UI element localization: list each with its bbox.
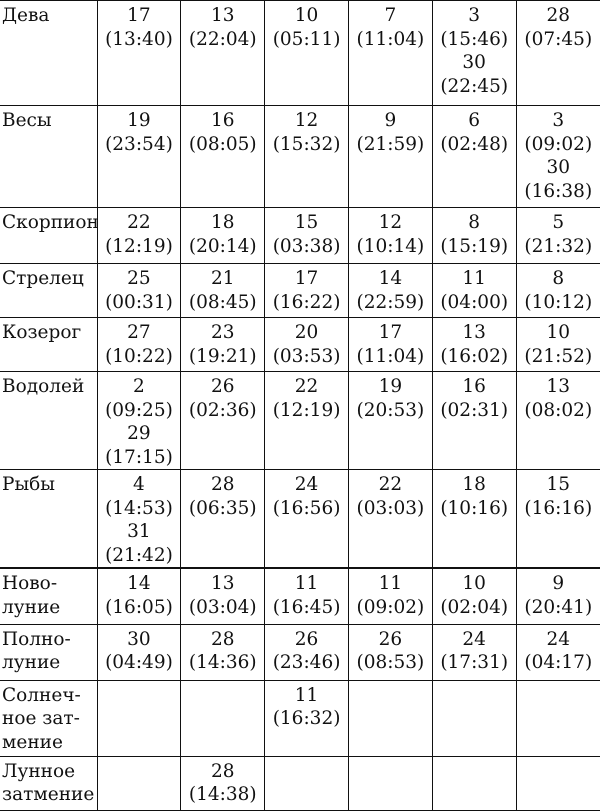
table-row (0, 680, 600, 756)
row-label-line: Рыбы (2, 474, 56, 495)
time-value: (14:38) (188, 784, 257, 805)
time-value: (07:45) (524, 28, 593, 50)
time-value: (06:35) (188, 497, 257, 519)
time-value: (22:59) (356, 291, 425, 313)
table-cell (97, 624, 181, 680)
day-number: 28 (210, 474, 235, 495)
row-label (0, 624, 97, 680)
day-number: 24 (294, 474, 319, 495)
table-cell (181, 470, 265, 569)
table-cell (265, 568, 349, 624)
time-value: (16:32) (272, 708, 341, 729)
table-cell (181, 680, 265, 756)
day-number: 23 (210, 322, 235, 343)
day-number: 24 (462, 628, 486, 650)
time-value: (02:04) (440, 596, 509, 618)
time-value: (02:48) (440, 133, 509, 155)
table-cell (432, 208, 516, 264)
time-value: (16:22) (272, 291, 341, 313)
table-cell (432, 1, 516, 106)
table-cell (265, 1, 349, 106)
table-cell (181, 208, 265, 264)
table-cell (516, 680, 600, 756)
row-label (0, 1, 97, 106)
row-label-line: Лунное (2, 760, 76, 782)
day-number: 8 (552, 268, 565, 289)
table-cell (432, 264, 516, 318)
row-label (0, 756, 97, 810)
time-value: (13:40) (105, 28, 173, 50)
row-label (0, 264, 97, 318)
table-cell (97, 264, 181, 318)
table-cell (516, 372, 600, 470)
time-value: (12:19) (272, 399, 341, 421)
day-number: 28 (546, 5, 571, 26)
table-cell (265, 470, 349, 569)
day-number: 28 (210, 628, 235, 650)
table-cell (265, 106, 349, 208)
time-value: (16:38) (524, 180, 593, 202)
time-value: (23:54) (105, 133, 173, 155)
table-cell (181, 372, 265, 470)
table-cell (348, 680, 432, 756)
row-label-line: Скорпион (2, 212, 99, 233)
time-value: (14:36) (188, 652, 257, 673)
table-cell (348, 318, 432, 372)
row-label (0, 318, 97, 372)
table-cell (97, 680, 181, 756)
table-cell (432, 680, 516, 756)
time-value: (16:16) (524, 497, 593, 519)
day-number: 4 (133, 474, 145, 495)
time-value: (08:02) (524, 399, 593, 421)
day-number: 12 (378, 212, 403, 233)
table-cell (181, 106, 265, 208)
table-cell (432, 756, 516, 810)
time-value: (04:17) (524, 652, 593, 673)
day-number: 3 (552, 110, 565, 131)
row-label (0, 208, 97, 264)
table-cell (348, 264, 432, 318)
time-value: (02:31) (440, 399, 509, 421)
table-row (0, 568, 600, 624)
day-number: 9 (552, 573, 565, 594)
row-label-line: луние (2, 596, 61, 618)
time-value: (15:46) (440, 28, 509, 50)
day-number: 10 (462, 573, 486, 594)
time-value: (10:22) (105, 345, 173, 367)
table-cell (348, 624, 432, 680)
time-value: (00:31) (105, 291, 173, 313)
day-number: 20 (294, 322, 319, 343)
table-cell (516, 470, 600, 569)
day-number: 11 (294, 684, 319, 706)
time-value: (16:05) (105, 596, 173, 618)
table-cell (181, 318, 265, 372)
day-number: 15 (294, 212, 319, 233)
time-value: (10:14) (356, 235, 425, 257)
table-cell (348, 470, 432, 569)
day-number: 13 (210, 573, 235, 594)
table-row (0, 756, 600, 810)
day-number: 19 (378, 376, 403, 397)
table-cell (432, 568, 516, 624)
day-number: 2 (133, 376, 145, 397)
day-number: 27 (127, 322, 151, 343)
day-number: 28 (210, 760, 235, 782)
row-label-line: Полно- (2, 628, 71, 650)
row-label-line: затмение (2, 784, 95, 805)
day-number: 11 (378, 573, 403, 594)
day-number: 6 (468, 110, 481, 131)
table-cell (97, 318, 181, 372)
time-value: (15:19) (440, 235, 509, 257)
table-cell (516, 208, 600, 264)
time-value: (19:21) (188, 345, 257, 367)
day-number: 5 (552, 212, 565, 233)
time-value: (16:02) (440, 345, 509, 367)
table-cell (265, 680, 349, 756)
time-value: (21:32) (524, 235, 593, 257)
row-label-line: мение (2, 731, 63, 753)
row-label (0, 470, 97, 569)
table-cell (348, 208, 432, 264)
time-value: (04:00) (440, 291, 509, 313)
table-cell (432, 372, 516, 470)
table-cell (265, 264, 349, 318)
table-cell (432, 624, 516, 680)
table-cell (265, 372, 349, 470)
row-label (0, 106, 97, 208)
day-number: 13 (546, 376, 571, 397)
table-cell (97, 1, 181, 106)
table-row (0, 208, 600, 264)
time-value: (20:14) (188, 235, 257, 257)
time-value: (22:04) (188, 28, 257, 50)
day-number: 10 (546, 322, 571, 343)
day-number: 11 (462, 268, 486, 289)
row-label-line: Ново- (2, 573, 58, 594)
table-cell (181, 264, 265, 318)
time-value: (03:38) (272, 235, 341, 257)
row-label-line: Козерог (2, 322, 82, 343)
time-value: (14:53) (105, 497, 173, 519)
table-cell (516, 106, 600, 208)
day-number: 31 (127, 521, 151, 542)
time-value: (08:05) (188, 133, 257, 155)
time-value: (23:46) (272, 652, 341, 673)
row-label-line: Дева (2, 5, 50, 26)
table-row (0, 372, 600, 470)
row-label-line: ное зат- (2, 708, 80, 729)
day-number: 19 (127, 110, 151, 131)
table-cell (97, 470, 181, 569)
row-label-line: Солнеч- (2, 684, 81, 706)
table-row (0, 1, 600, 106)
table-cell (265, 756, 349, 810)
time-value: (04:49) (105, 652, 173, 673)
time-value: (03:04) (188, 596, 257, 618)
day-number: 26 (210, 376, 235, 397)
row-label-line: Стрелец (2, 268, 84, 289)
table-row (0, 106, 600, 208)
row-label-line: Весы (2, 110, 52, 131)
day-number: 26 (378, 628, 403, 650)
time-value: (05:11) (272, 28, 341, 50)
time-value: (02:36) (188, 399, 257, 421)
time-value: (08:45) (188, 291, 257, 313)
day-number: 13 (210, 5, 235, 26)
table-row (0, 624, 600, 680)
day-number: 13 (462, 322, 486, 343)
day-number: 30 (462, 52, 486, 73)
day-number: 25 (127, 268, 151, 289)
table-cell (97, 372, 181, 470)
table-cell (432, 318, 516, 372)
time-value: (09:02) (356, 596, 425, 618)
table-cell (265, 624, 349, 680)
day-number: 17 (378, 322, 403, 343)
time-value: (15:32) (272, 133, 341, 155)
row-label-line: Водолей (2, 376, 85, 397)
time-value: (17:15) (105, 446, 173, 468)
table-cell (516, 568, 600, 624)
table-cell (348, 372, 432, 470)
day-number: 14 (378, 268, 403, 289)
table-cell (181, 1, 265, 106)
table-cell (516, 264, 600, 318)
day-number: 30 (127, 628, 151, 650)
time-value: (09:02) (524, 133, 593, 155)
table-cell (265, 318, 349, 372)
row-label (0, 680, 97, 756)
day-number: 18 (462, 474, 486, 495)
calendar-table-body (0, 1, 600, 811)
day-number: 26 (294, 628, 319, 650)
day-number: 21 (210, 268, 235, 289)
table-row (0, 470, 600, 569)
table-cell (348, 1, 432, 106)
day-number: 16 (210, 110, 235, 131)
day-number: 8 (468, 212, 481, 233)
table-cell (265, 208, 349, 264)
day-number: 29 (127, 423, 151, 444)
time-value: (08:53) (356, 652, 425, 673)
table-cell (516, 318, 600, 372)
day-number: 22 (127, 212, 151, 233)
table-cell (516, 624, 600, 680)
table-row (0, 318, 600, 372)
day-number: 30 (546, 157, 571, 178)
time-value: (22:45) (440, 75, 509, 97)
table-cell (516, 1, 600, 106)
table-cell (97, 106, 181, 208)
time-value: (21:52) (524, 345, 593, 367)
time-value: (11:04) (356, 28, 425, 50)
table-cell (516, 756, 600, 810)
time-value: (16:45) (272, 596, 341, 618)
day-number: 24 (546, 628, 571, 650)
time-value: (17:31) (440, 652, 509, 673)
table-cell (181, 756, 265, 810)
time-value: (11:04) (356, 345, 425, 367)
table-row (0, 264, 600, 318)
time-value: (03:53) (272, 345, 341, 367)
time-value: (03:03) (356, 497, 425, 519)
table-cell (348, 106, 432, 208)
day-number: 17 (127, 5, 151, 26)
row-label (0, 568, 97, 624)
day-number: 16 (462, 376, 486, 397)
time-value: (16:56) (272, 497, 341, 519)
time-value: (10:12) (524, 291, 593, 313)
table-cell (181, 624, 265, 680)
table-cell (432, 106, 516, 208)
table-cell (348, 568, 432, 624)
day-number: 18 (210, 212, 235, 233)
time-value: (20:41) (524, 596, 593, 618)
row-label-line: луние (2, 652, 61, 673)
day-number: 11 (294, 573, 319, 594)
time-value: (10:16) (440, 497, 509, 519)
time-value: (12:19) (105, 235, 173, 257)
day-number: 7 (384, 5, 397, 26)
day-number: 3 (468, 5, 481, 26)
table-cell (432, 470, 516, 569)
time-value: (20:53) (356, 399, 425, 421)
table-cell (97, 756, 181, 810)
day-number: 14 (127, 573, 151, 594)
time-value: (21:59) (356, 133, 425, 155)
table-cell (181, 568, 265, 624)
day-number: 10 (294, 5, 319, 26)
table-cell (97, 208, 181, 264)
time-value: (21:42) (105, 544, 173, 566)
day-number: 22 (378, 474, 403, 495)
table-cell (97, 568, 181, 624)
table-cell (348, 756, 432, 810)
day-number: 17 (294, 268, 319, 289)
row-label (0, 372, 97, 470)
day-number: 15 (546, 474, 571, 495)
day-number: 9 (384, 110, 397, 131)
day-number: 22 (294, 376, 319, 397)
day-number: 12 (294, 110, 319, 131)
time-value: (09:25) (105, 399, 173, 421)
